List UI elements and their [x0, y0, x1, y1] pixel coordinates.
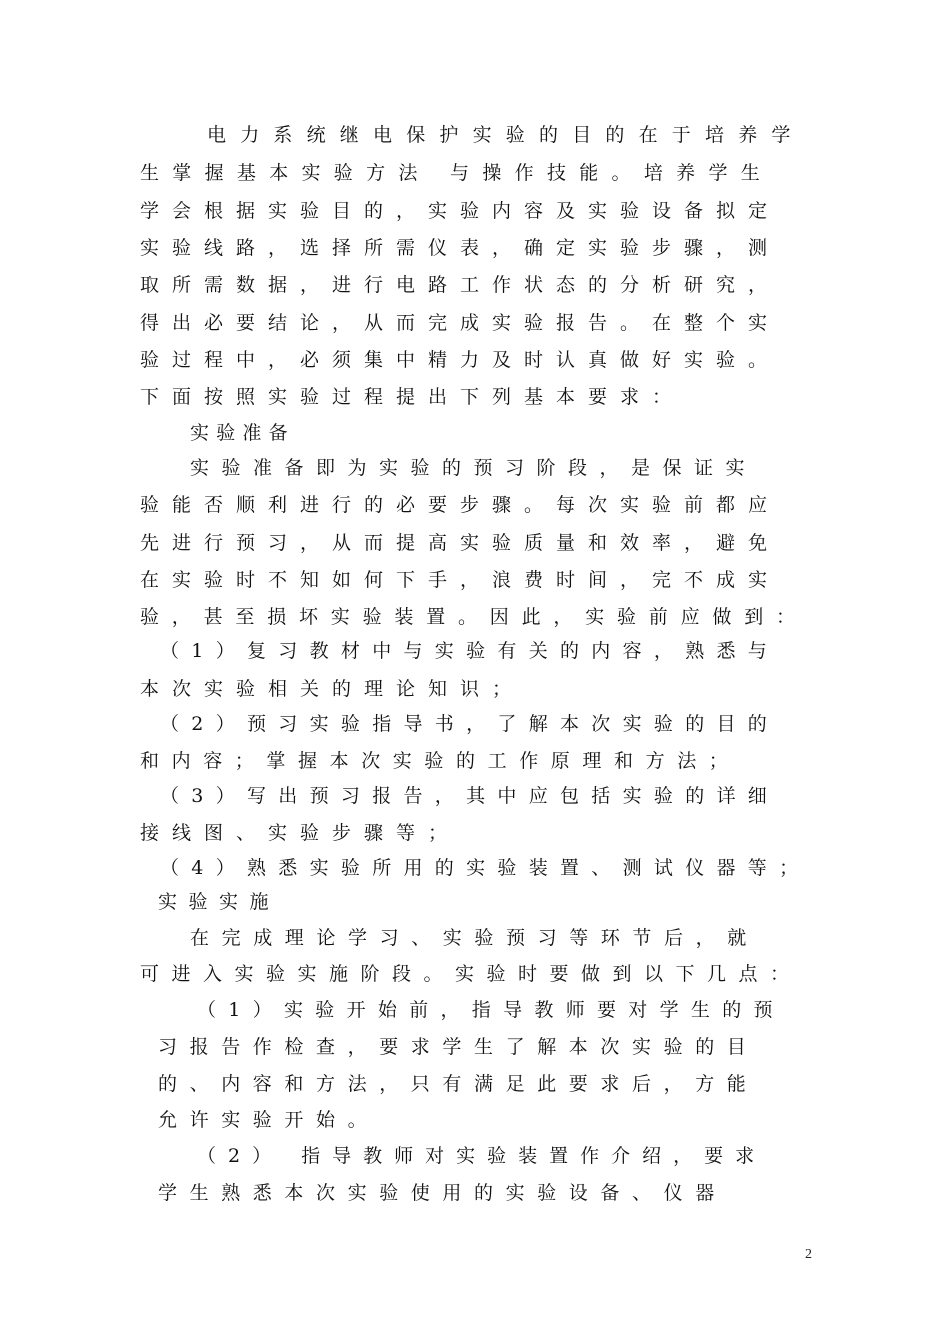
text-line: 实验准备即为实验的预习阶段，是保证实 [190, 457, 758, 479]
list-item: （2） 指导教师对实验装置作介绍，要求 [197, 1145, 767, 1167]
text-line: 验过程中，必须集中精力及时认真做好实验。 [140, 349, 781, 371]
text-line: 可进入实验实施阶段。实验时要做到以下几点： [140, 963, 802, 985]
text-line: 生掌握基本实验方法 与操作技能。培养学生 [140, 162, 774, 184]
list-item: （4）熟悉实验所用的实验装置、测试仪器等； [160, 857, 811, 879]
section-heading: 实验实施 [158, 891, 281, 913]
text-line: 学生熟悉本次实验使用的实验设备、仪器 [158, 1182, 727, 1204]
text-line: 和内容；掌握本次实验的工作原理和方法； [140, 750, 741, 772]
text-line: 学会根据实验目的，实验内容及实验设备拟定 [140, 200, 781, 222]
text-line: 取所需数据，进行电路工作状态的分析研究， [140, 274, 781, 296]
page-number: 2 [805, 1247, 812, 1262]
text-line: 的、内容和方法，只有满足此要求后，方能 [158, 1073, 759, 1095]
text-line: 先进行预习，从而提高实验质量和效率，避免 [140, 532, 781, 554]
text-line: 允许实验开始。 [158, 1109, 380, 1131]
text-line: 验能否顺利进行的必要步骤。每次实验前都应 [140, 494, 781, 516]
text-line: 验，甚至损坏实验装置。因此，实验前应做到： [140, 606, 808, 628]
text-line: 在完成理论学习、实验预习等环节后，就 [190, 927, 759, 949]
list-item: （1）实验开始前，指导教师要对学生的预 [197, 999, 785, 1021]
text-line: 实验线路，选择所需仪表，确定实验步骤，测 [140, 237, 781, 259]
text-line: 电力系统继电保护实验的目的在于培养学 [207, 124, 805, 146]
list-item: （2）预习实验指导书，了解本次实验的目的 [160, 713, 780, 735]
text-line: 下面按照实验过程提出下列基本要求： [140, 386, 685, 408]
text-line: 接线图、实验步骤等； [140, 822, 461, 844]
text-line: 得出必要结论，从而完成实验报告。在整个实 [140, 312, 781, 334]
section-heading: 实验准备 [190, 422, 295, 444]
list-item: （3）写出预习报告，其中应包括实验的详细 [160, 785, 780, 807]
list-item: （1）复习教材中与实验有关的内容，熟悉与 [160, 640, 780, 662]
text-line: 习报告作检查，要求学生了解本次实验的目 [158, 1036, 759, 1058]
text-line: 本次实验相关的理论知识； [140, 678, 525, 700]
text-line: 在实验时不知如何下手，浪费时间，完不成实 [140, 569, 781, 591]
